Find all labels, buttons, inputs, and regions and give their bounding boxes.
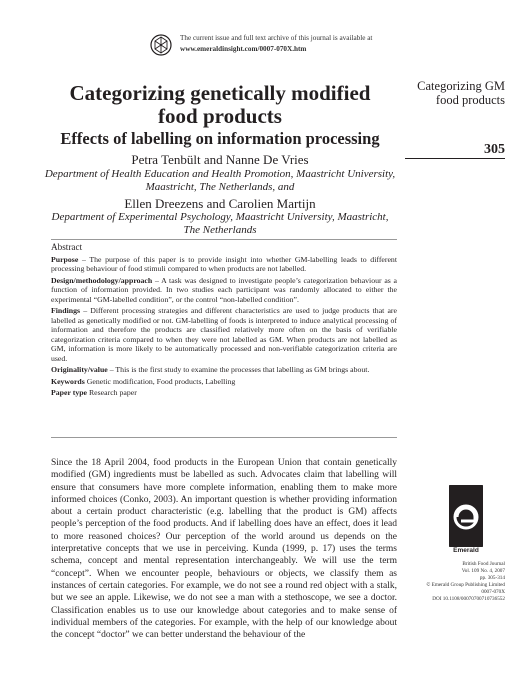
keywords: Keywords Genetic modification, Food products, Labelling (51, 376, 236, 386)
article-subtitle: Effects of labelling on information processing (60, 129, 380, 148)
publisher-wordmark: Emerald (453, 547, 479, 554)
journal-url-link[interactable]: www.emeraldinsight.com/0007-070X.htm (180, 44, 307, 53)
page-number-rule (405, 158, 505, 159)
abstract-bottom-rule (51, 437, 397, 438)
abstract-design: Design/methodology/approach – A task was designed to investigate people’s categorization behaviour as a function of information provided. In two studies each participant was randomly allocated to either the experimental “GM-labelled condition”, or the control “non-labelled condition”. (51, 275, 397, 304)
paper-type: Paper type Research paper (51, 388, 137, 397)
affiliation-1: Department of Health Education and Health Promotion, Maastricht University, Maastricht, The Netherlands, and (44, 168, 396, 193)
body-paragraph: Since the 18 April 2004, food products in the European Union that contain genetically modified (GM) ingredients must be labelled as such. Advocates claim that labelling will ensure that consumers have more complete information, enabling them to make more informed choices (Conko, 2003). An important question is whether providing information about a certain product characteristic (e.g. labelling that the product is GM) affects people’s perception of the food products. And if labelling does have an effect, does it lead to more reasoned choices? Our perception of the world around us depends on the interpretative concepts that we use in perceiving. Kunda (1999, p. 17) uses the terms schema, concept and mental representation interchangeably. We will use the term “concept”. When we encounter people, behaviours or objects, we classify them as instances of certain categories. For example, we do not see a round red object with a stalk, but we see an apple. Likewise, we do not see a man with a stethoscope, we see a doctor. Classification enables us to use our knowledge about categories and to make sense of individual members of the categories. For example, with the help of our knowledge about the concept “doctor” we can better understand the behaviour of the (51, 458, 397, 641)
banner-text: The current issue and full text archive of this journal is available at (180, 34, 373, 42)
abstract-top-rule (51, 239, 397, 240)
journal-pages: pp. 305-314 (479, 574, 505, 581)
abstract-purpose: Purpose – The purpose of this paper is to provide insight into whether GM-labelling leads to different processing behaviour of food stimuli compared to when products are not labelled. (51, 254, 397, 273)
running-head: Categorizing GM food products (417, 79, 505, 107)
authors-group-1: Petra Tenbült and Nanne De Vries (131, 152, 309, 167)
abstract-originality: Originality/value – This is the first study to examine the processes that labelling as GM brings about. (51, 365, 370, 374)
doi: DOI 10.1108/00070700710736552 (432, 595, 505, 602)
copyright-line: © Emerald Group Publishing Limited (426, 581, 505, 588)
abstract-findings: Findings – Different processing strategies and different characteristics are used to judge products that are labelled as genetically modified or not. GM-labelling of foods is interpreted to induce analytical processing of information and therefore the products are classified relatively more often on the basis of verifiable categorization criteria compared to when they were not labelled as GM. When products are not labelled as GM, information is more likely to be automatically processed and non-verifiable categorization criteria are used. (51, 306, 397, 363)
emerald-logo-icon (449, 485, 483, 547)
journal-volume: Vol. 109 No. 4, 2007 (461, 567, 505, 574)
affiliation-2: Department of Experimental Psychology, Maastricht University, Maastricht, The Netherlands (51, 211, 389, 236)
journal-name: British Food Journal (462, 561, 505, 567)
publication-info (395, 561, 505, 602)
journal-archive-banner (150, 32, 400, 58)
abstract (51, 243, 397, 400)
abstract-heading: Abstract (51, 242, 83, 252)
issn: 0007-070X (481, 588, 505, 595)
page-number: 305 (484, 142, 505, 157)
authors-group-2: Ellen Dreezens and Carolien Martijn (124, 196, 316, 211)
emerald-emblem-icon (150, 34, 172, 56)
article-title: Categorizing genetically modified food products (69, 81, 371, 128)
